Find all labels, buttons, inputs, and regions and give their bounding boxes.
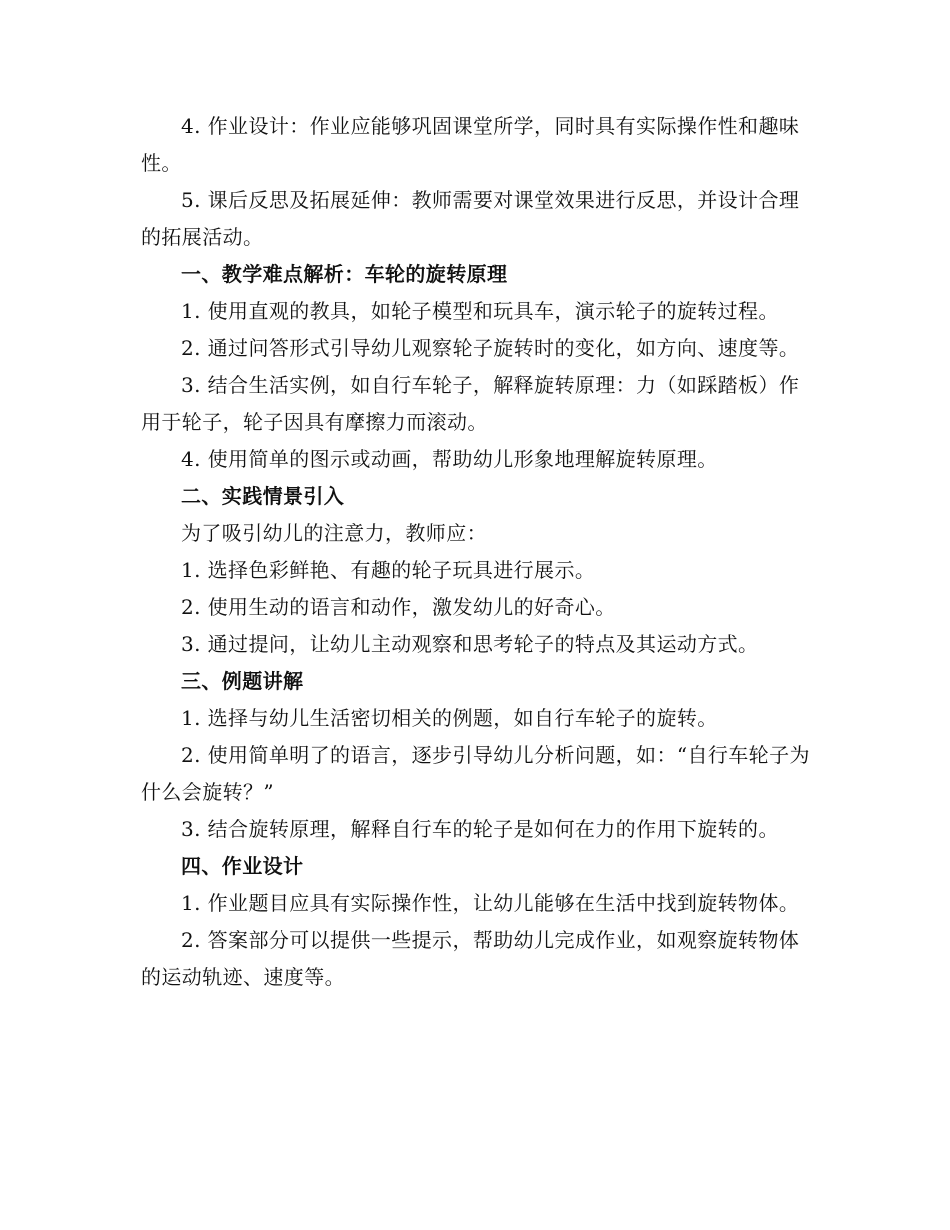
- section-heading-2: 二、实践情景引入: [181, 484, 345, 508]
- paragraph-1-3: 3. 结合生活实例，如自行车轮子，解释旋转原理：力（如踩踏板）作用于轮子，轮子因具有摩擦力而滚动。: [141, 373, 800, 434]
- paragraph-2-3: 3. 通过提问，让幼儿主动观察和思考轮子的特点及其运动方式。: [181, 632, 759, 656]
- paragraph-2-intro: 为了吸引幼儿的注意力，教师应：: [181, 521, 487, 545]
- paragraph-2-1: 1. 选择色彩鲜艳、有趣的轮子玩具进行展示。: [181, 558, 596, 582]
- paragraph-3-3: 3. 结合旋转原理，解释自行车的轮子是如何在力的作用下旋转的。: [181, 817, 779, 841]
- paragraph-3-1: 1. 选择与幼儿生活密切相关的例题，如自行车轮子的旋转。: [181, 706, 718, 730]
- paragraph-1-1: 1. 使用直观的教具，如轮子模型和玩具车，演示轮子的旋转过程。: [181, 299, 779, 323]
- paragraph-1-4: 4. 使用简单的图示或动画，帮助幼儿形象地理解旋转原理。: [181, 447, 718, 471]
- paragraph-reflection: 5. 课后反思及拓展延伸：教师需要对课堂效果进行反思，并设计合理的拓展活动。: [141, 188, 800, 249]
- paragraph-homework-design: 4. 作业设计：作业应能够巩固课堂所学，同时具有实际操作性和趣味性。: [141, 114, 800, 175]
- paragraph-2-2: 2. 使用生动的语言和动作，激发幼儿的好奇心。: [181, 595, 616, 619]
- section-heading-1: 一、教学难点解析：车轮的旋转原理: [181, 262, 508, 286]
- paragraph-3-2: 2. 使用简单明了的语言，逐步引导幼儿分析问题，如：“自行车轮子为什么会旋转？”: [141, 743, 810, 804]
- section-heading-4: 四、作业设计: [181, 854, 304, 878]
- paragraph-4-1: 1. 作业题目应具有实际操作性，让幼儿能够在生活中找到旋转物体。: [181, 891, 800, 915]
- section-heading-3: 三、例题讲解: [181, 669, 304, 693]
- paragraph-4-2: 2. 答案部分可以提供一些提示，帮助幼儿完成作业，如观察旋转物体的运动轨迹、速度等。: [141, 928, 800, 989]
- paragraph-1-2: 2. 通过问答形式引导幼儿观察轮子旋转时的变化，如方向、速度等。: [181, 336, 800, 360]
- document-page: [141, 108, 813, 996]
